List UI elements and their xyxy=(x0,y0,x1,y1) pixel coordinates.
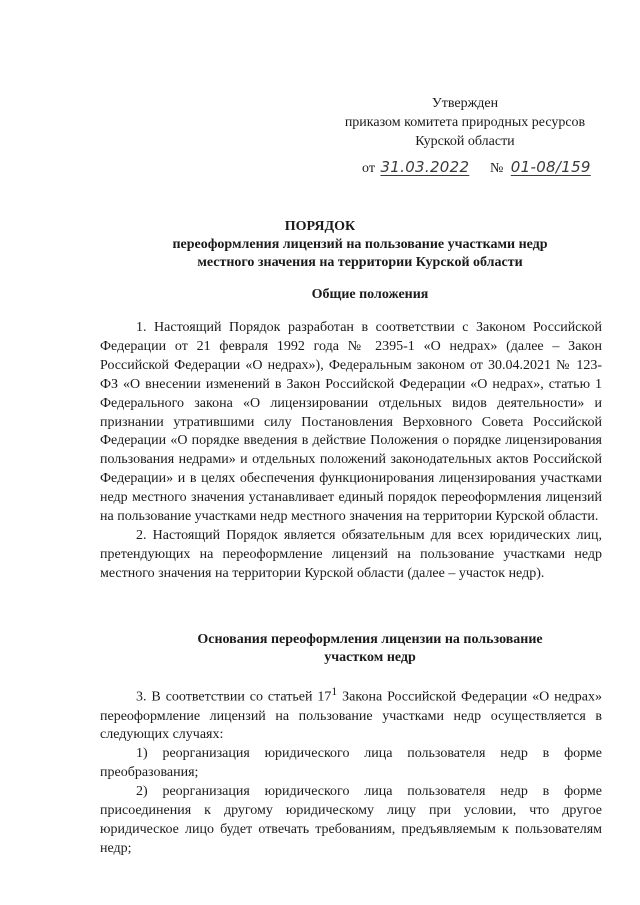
order-date-number xyxy=(360,158,599,177)
approval-stamp xyxy=(330,94,600,151)
order-date: 31.03.2022 xyxy=(380,158,470,176)
list-item-2: 2) реорганизация юридического лица пользователя недр в форме присоединения к другому юридическому лицу при условии, что другое юридическое лицо будет отвечать требованиям, предъявляемым к пользователям недр; xyxy=(100,784,602,856)
document-title: ПОРЯДОК xyxy=(284,219,356,234)
subtitle-line-1: переоформления лицензий на пользование участками недр xyxy=(172,237,548,252)
approval-line-2: приказом комитета природных ресурсов xyxy=(344,115,586,130)
paragraph-1: 1. Настоящий Порядок разработан в соответствии с Законом Российской Федерации от 21 февраля 1992 года № 2395-1 «О недрах» (далее – Закон Российской Федерации «О недрах»), Федеральным законом от 30.04.2021 № 123-ФЗ «О внесении изменений в Закон Российской Федерации «О недрах», статью 1 Федерального закона «О лицензировании отдельных видов деятельности» и признании утратившими силу Постановления Верховного Совета Российской Федерации «О порядке введения в действие Положения о порядке лицензирования пользования недрами» и отдельных положений законодательных актов Российской Федерации» и в целях обеспечения функционирования лицензирования участками недр местного значения устанавливает единый порядок переоформления лицензий на пользование участками недр местного значения на территории Курской области. xyxy=(100,320,602,525)
paragraph-3 xyxy=(100,683,602,745)
heading-grounds-line-1: Основания переоформления лицензии на пользование xyxy=(197,632,543,647)
approval-line-3: Курской области xyxy=(415,134,515,149)
section-grounds-body xyxy=(100,683,602,859)
section-heading-grounds xyxy=(160,631,580,667)
date-label: от xyxy=(362,161,375,176)
paragraph-3-rest: Закона Российской Федерации «О недрах» переоформление лицензий на пользование участками недр осуществляется в следующих случаях: xyxy=(100,689,602,743)
approval-line-1: Утвержден xyxy=(431,96,499,111)
article-superscript: 1 xyxy=(331,685,338,698)
section-heading-general: Общие положения xyxy=(311,287,429,302)
subtitle-line-2: местного значения на территории Курской области xyxy=(197,255,523,270)
paragraph-3-start: 3. В соответствии со статьей 17 xyxy=(136,689,332,705)
paragraph-2: 2. Настоящий Порядок является обязательным для всех юридических лиц, претендующих на переоформление лицензий на пользование участками недр местного значения на территории Курской области (далее – участок недр). xyxy=(100,527,602,581)
document-subtitle xyxy=(150,236,570,272)
number-label: № xyxy=(489,161,504,176)
list-item-1: 1) реорганизация юридического лица пользователя недр в форме преобразования; xyxy=(100,746,602,781)
section-general-body xyxy=(100,319,602,584)
heading-grounds-line-2: участком недр xyxy=(324,650,416,665)
order-number: 01-08/159 xyxy=(510,158,591,176)
